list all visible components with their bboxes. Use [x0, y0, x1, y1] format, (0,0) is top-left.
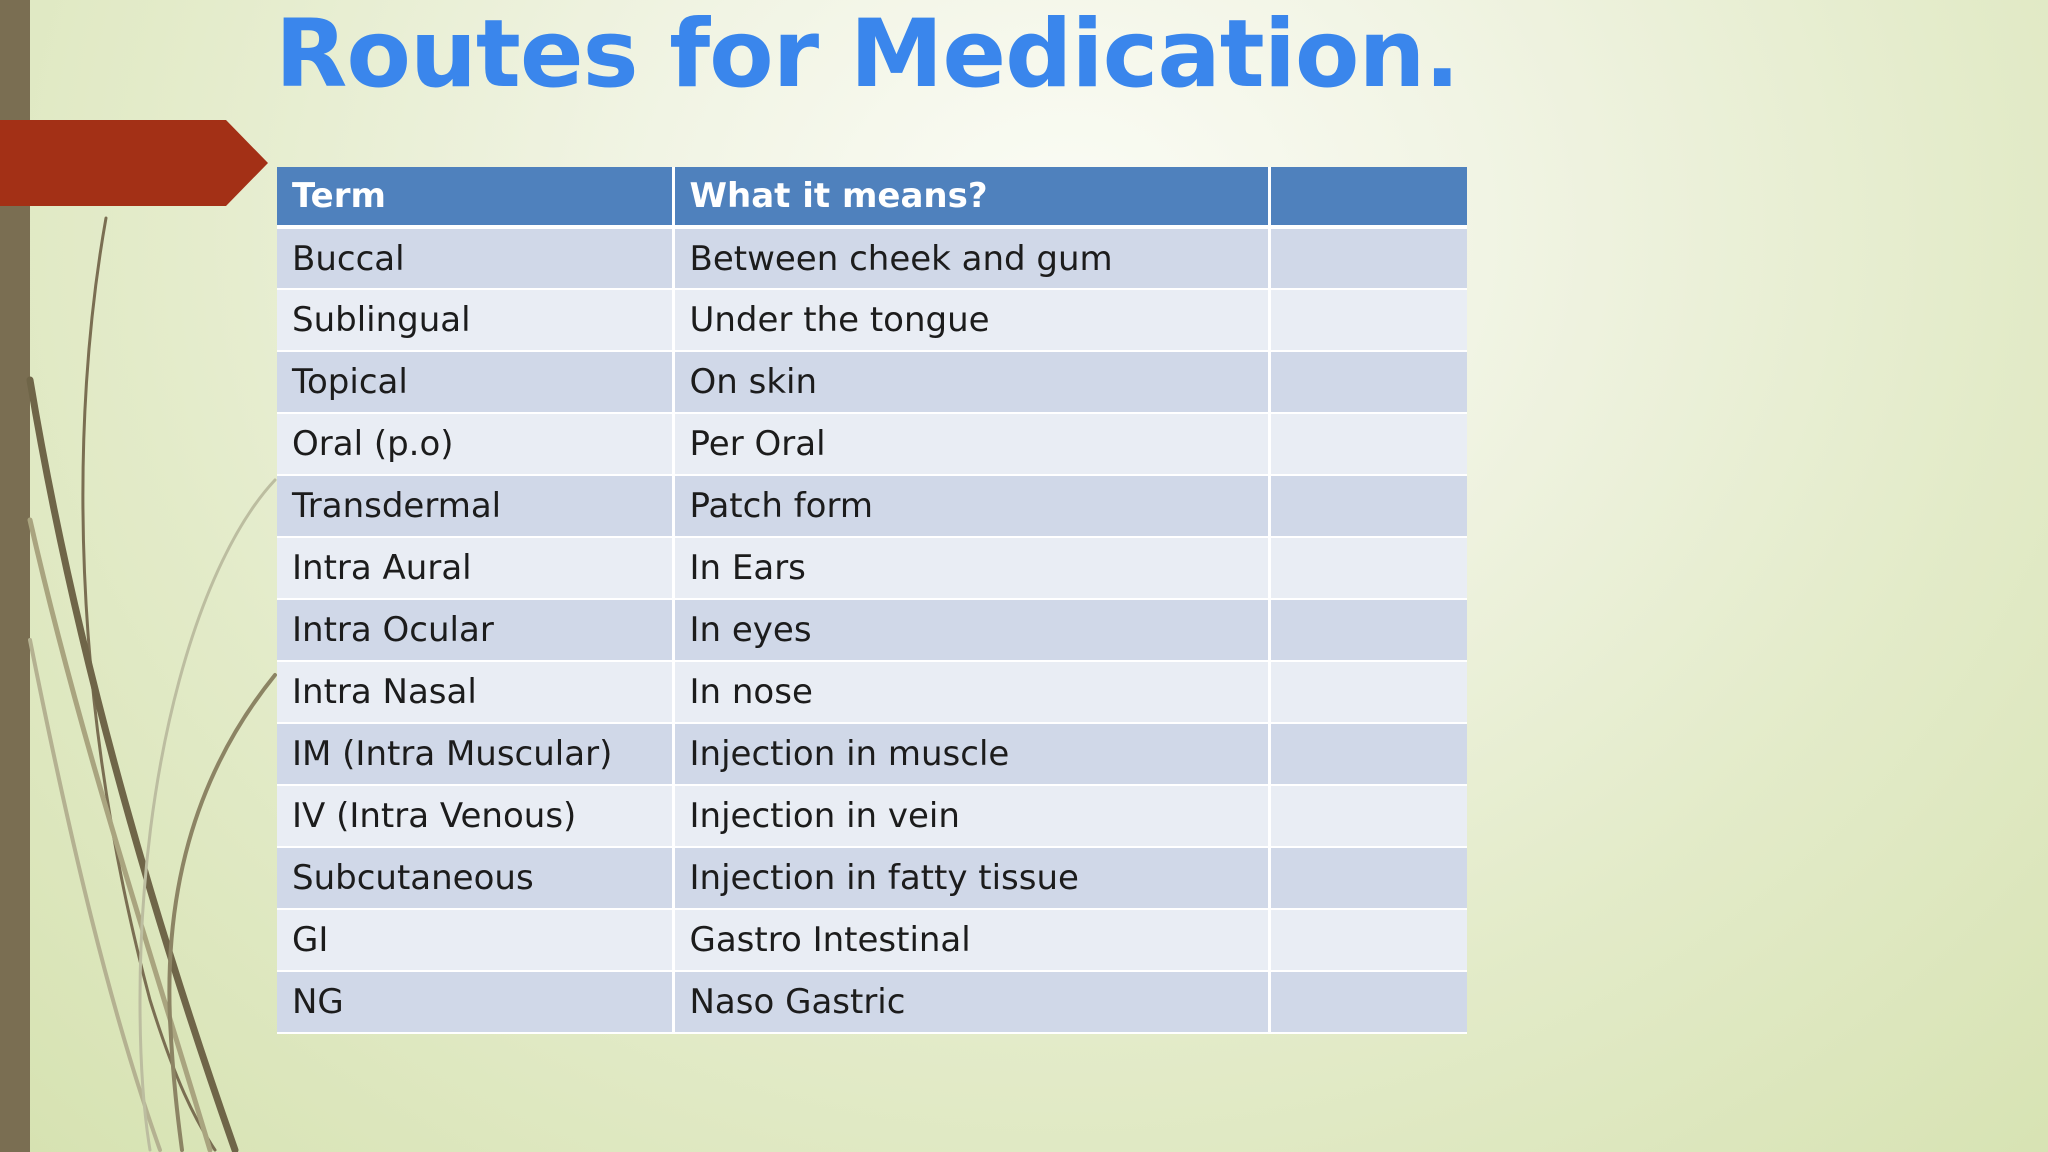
empty-cell — [1269, 413, 1467, 475]
meaning-cell: Naso Gastric — [673, 971, 1269, 1033]
meaning-cell: Between cheek and gum — [673, 227, 1269, 289]
table-row — [277, 289, 1467, 351]
meaning-cell: In nose — [673, 661, 1269, 723]
term-cell: IV (Intra Venous) — [277, 785, 673, 847]
meaning-cell: On skin — [673, 351, 1269, 413]
table-row — [277, 661, 1467, 723]
term-cell: Oral (p.o) — [277, 413, 673, 475]
term-cell: IM (Intra Muscular) — [277, 723, 673, 785]
table-row — [277, 475, 1467, 537]
meaning-cell: Injection in muscle — [673, 723, 1269, 785]
term-cell: Topical — [277, 351, 673, 413]
table-row — [277, 785, 1467, 847]
empty-cell — [1269, 909, 1467, 971]
empty-cell — [1269, 475, 1467, 537]
header-term: Term — [277, 167, 673, 227]
header-blank — [1269, 167, 1467, 227]
term-cell: Intra Aural — [277, 537, 673, 599]
meaning-cell: Under the tongue — [673, 289, 1269, 351]
meaning-cell: Injection in vein — [673, 785, 1269, 847]
meaning-cell: Injection in fatty tissue — [673, 847, 1269, 909]
table-row — [277, 537, 1467, 599]
meaning-cell: Gastro Intestinal — [673, 909, 1269, 971]
empty-cell — [1269, 599, 1467, 661]
term-cell: Intra Nasal — [277, 661, 673, 723]
term-cell: Sublingual — [277, 289, 673, 351]
table-row — [277, 847, 1467, 909]
term-cell: Buccal — [277, 227, 673, 289]
empty-cell — [1269, 351, 1467, 413]
table-row — [277, 909, 1467, 971]
table-row — [277, 971, 1467, 1033]
red-arrow-tab — [0, 120, 268, 206]
empty-cell — [1269, 537, 1467, 599]
term-cell: Transdermal — [277, 475, 673, 537]
term-cell: Intra Ocular — [277, 599, 673, 661]
term-cell: GI — [277, 909, 673, 971]
empty-cell — [1269, 723, 1467, 785]
empty-cell — [1269, 971, 1467, 1033]
empty-cell — [1269, 847, 1467, 909]
empty-cell — [1269, 661, 1467, 723]
table-row — [277, 723, 1467, 785]
meaning-cell: Patch form — [673, 475, 1269, 537]
meaning-cell: In eyes — [673, 599, 1269, 661]
meaning-cell: Per Oral — [673, 413, 1269, 475]
empty-cell — [1269, 227, 1467, 289]
empty-cell — [1269, 289, 1467, 351]
header-meaning: What it means? — [673, 167, 1269, 227]
table-row — [277, 599, 1467, 661]
slide-title: Routes for Medication. — [275, 0, 1460, 109]
table-row — [277, 227, 1467, 289]
empty-cell — [1269, 785, 1467, 847]
term-cell: Subcutaneous — [277, 847, 673, 909]
meaning-cell: In Ears — [673, 537, 1269, 599]
table-row — [277, 413, 1467, 475]
term-cell: NG — [277, 971, 673, 1033]
table-header-row — [277, 167, 1467, 227]
routes-table — [277, 167, 1467, 1034]
table-row — [277, 351, 1467, 413]
